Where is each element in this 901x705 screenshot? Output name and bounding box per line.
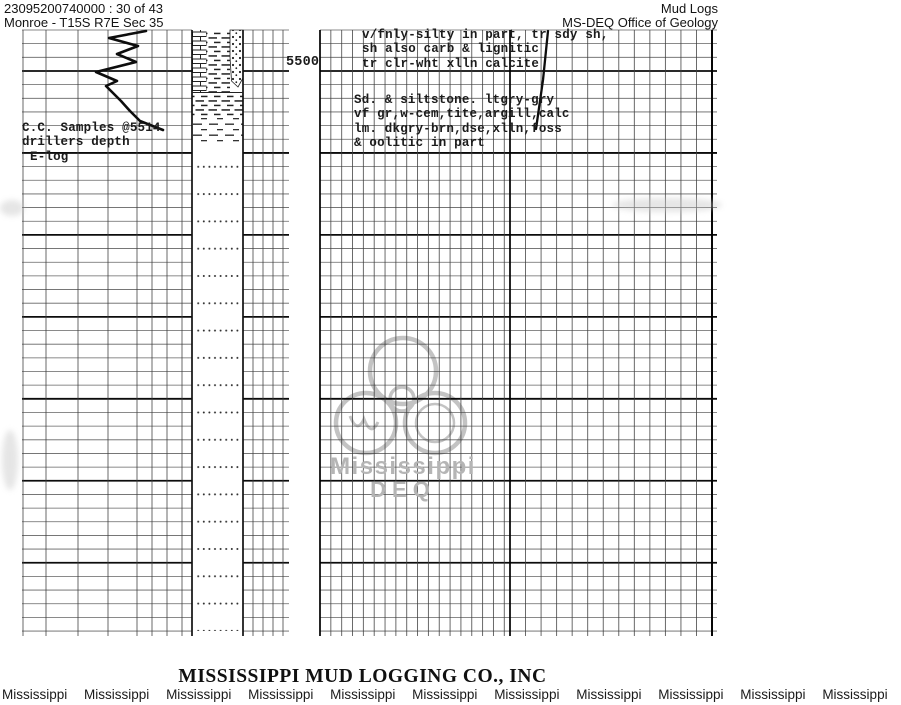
interval-note-1	[362, 28, 608, 71]
watermark-word: Mississippi	[576, 687, 642, 702]
scan-smudge	[612, 198, 722, 212]
watermark-word: Mississippi	[494, 687, 560, 702]
interval-note-2	[354, 93, 570, 151]
silt-dot-rows	[196, 149, 239, 631]
watermark-word: Mississippi	[330, 687, 396, 702]
scan-smudge	[0, 200, 24, 216]
watermark-word: Mississippi	[658, 687, 724, 702]
watermark-strip	[2, 687, 888, 702]
note-line: drillers depth	[22, 135, 130, 150]
note-line: v/fnly-silty in part, tr sdy sh,	[362, 28, 609, 42]
note-line: & oolitic in part	[354, 136, 485, 151]
shale-dash-pattern	[206, 30, 230, 93]
shale-band	[193, 93, 244, 116]
note-line: sh also carb & lignitic	[362, 42, 540, 57]
note-line: vf gr,w-cem,tite,argill,calc	[354, 107, 570, 122]
note-line: C.C. Samples @5514	[22, 121, 161, 135]
mdeq-logo-watermark	[336, 338, 465, 453]
watermark-word: Mississippi	[2, 687, 68, 702]
note-line: E-log	[30, 149, 69, 164]
watermark-word: Mississippi	[166, 687, 232, 702]
doc-type-label: Mud Logs	[660, 1, 718, 16]
watermark-deq: DEQ	[370, 477, 436, 502]
limestone-brick-pattern	[193, 30, 207, 92]
agency-label: MS-DEQ Office of Geology	[562, 15, 718, 30]
watermark-word: Mississippi	[248, 687, 314, 702]
company-title: MISSISSIPPI MUD LOGGING CO., INC	[178, 666, 547, 687]
samples-note	[22, 121, 161, 164]
well-location-label: Monroe - T15S R7E Sec 35	[4, 15, 164, 30]
watermark-mississippi: Mississippi	[330, 453, 476, 480]
note-line: Sd. & siltstone. ltgry-gry	[354, 93, 555, 107]
drilling-rate-curve	[96, 31, 163, 130]
silty-shale-band	[193, 116, 244, 145]
watermark-word: Mississippi	[84, 687, 150, 702]
watermark-word: Mississippi	[740, 687, 806, 702]
note-line: lm. dkgry-brn,dse,xlln,foss	[354, 121, 562, 136]
watermark-word: Mississippi	[412, 687, 478, 702]
lithology-column	[192, 30, 243, 636]
scan-smudge	[2, 430, 18, 490]
watermark-word: Mississippi	[822, 687, 888, 702]
sandstone-dot-wedge	[230, 30, 243, 87]
note-line: tr clr-wht xlln calcite	[362, 56, 540, 71]
depth-label-5500: 5500	[286, 55, 320, 70]
file-id-label: 23095200740000 : 30 of 43	[4, 1, 164, 16]
